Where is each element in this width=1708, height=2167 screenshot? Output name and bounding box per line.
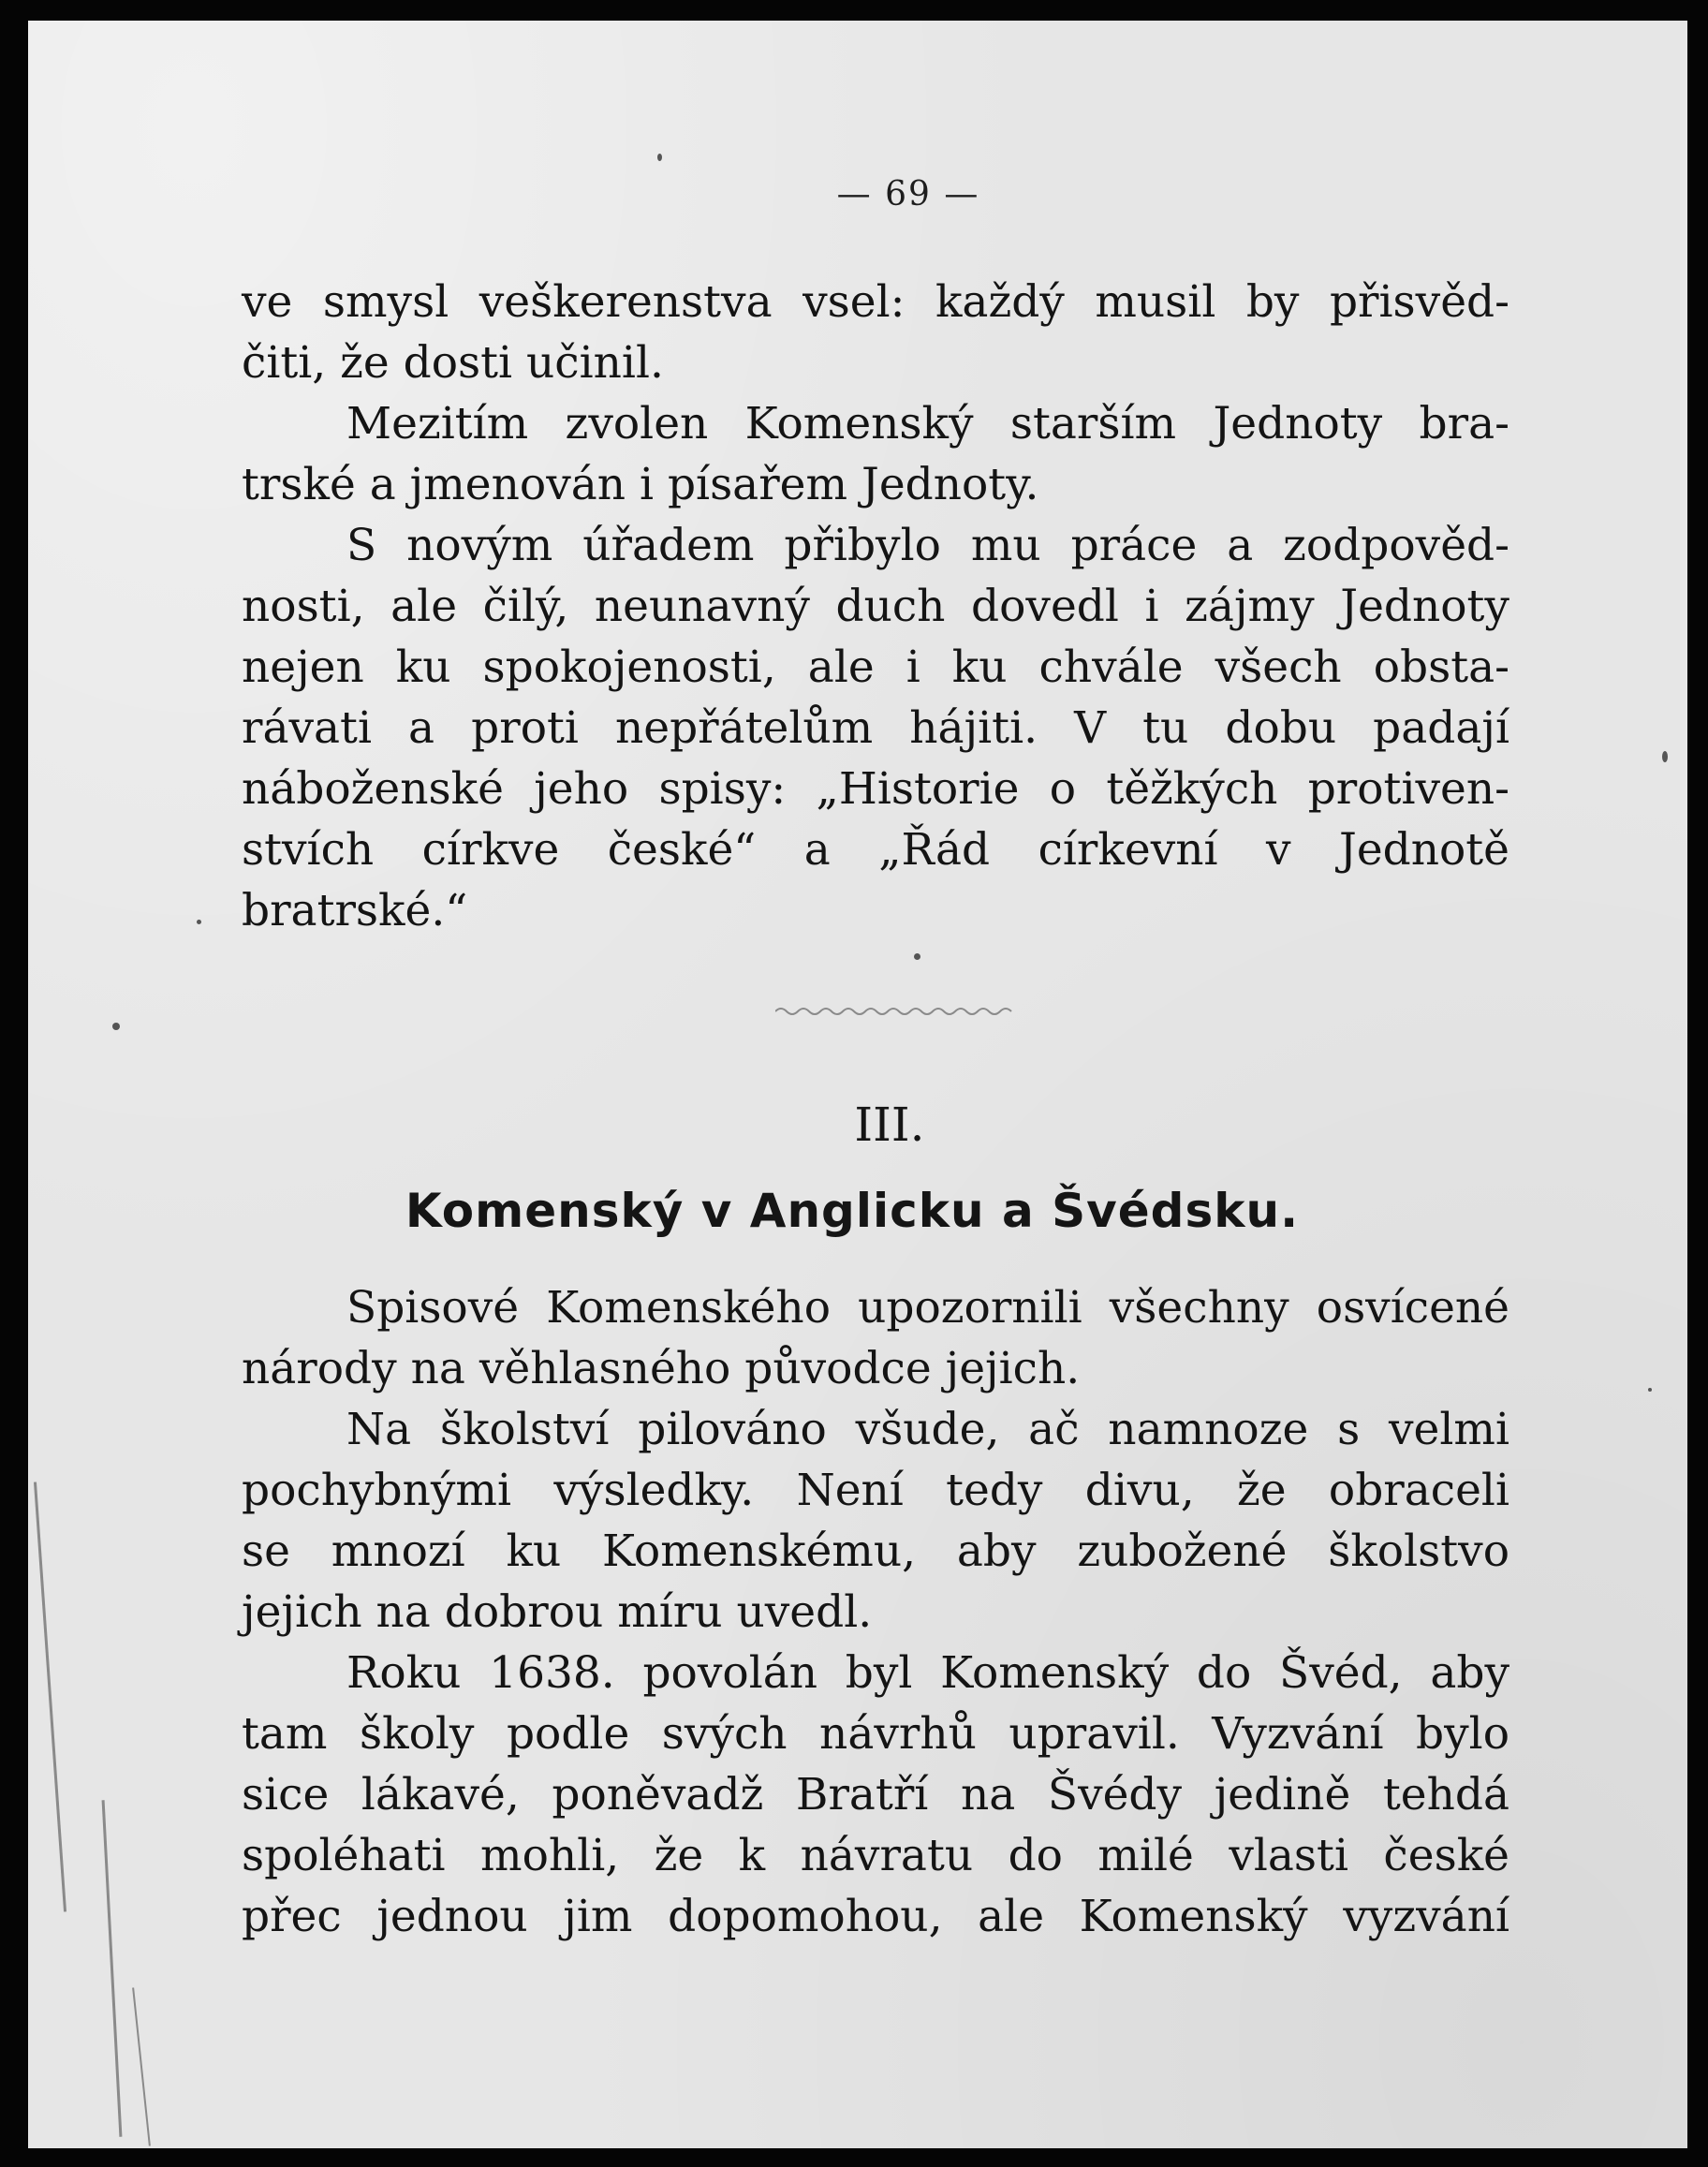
text-line: trské a jmenován i písařem Jednoty.: [242, 459, 1039, 510]
scan-scratch: [132, 1987, 151, 2145]
text-line: náboženské jeho spisy: „Historie o těžkých protiven-: [242, 763, 1509, 815]
text-line: sice lákavé, poněvadž Bratří na Švédy jedině tehdá: [242, 1769, 1509, 1821]
text-line: národy na věhlasného původce jejich.: [242, 1343, 1081, 1394]
scan-border-bottom: [0, 2148, 1708, 2167]
text-line: ve smysl veškerenstva vsel: každý musil by přisvěd-: [242, 276, 1509, 328]
scan-speck: [1648, 1388, 1652, 1392]
text-line: se mnozí ku Komenskému, aby zubožené školstvo: [242, 1526, 1509, 1577]
text-line: přec jednou jim dopomohou, ale Komenský vyzvání: [242, 1891, 1509, 1942]
text-line: Roku 1638. povolán byl Komenský do Švéd, aby: [346, 1647, 1509, 1699]
text-line: Spisové Komenského upozornili všechny osvícené: [346, 1282, 1509, 1334]
text-line: tam školy podle svých návrhů upravil. Vyzvání bylo: [242, 1708, 1509, 1760]
scan-border-right: [1687, 0, 1708, 2167]
text-line: rávati a proti nepřátelům hájiti. V tu dobu padají: [242, 702, 1509, 754]
wavy-divider-ornament: [775, 1004, 1019, 1017]
text-section-1: [242, 272, 1509, 941]
text-line: bratrské.“: [242, 885, 468, 936]
text-section-2: [242, 1277, 1509, 1947]
page-number: — 69 —: [836, 175, 980, 214]
text-line: stvích církve české“ a „Řád církevní v Jednotě: [242, 824, 1509, 876]
text-line: Mezitím zvolen Komenský starším Jednoty bra-: [346, 398, 1509, 450]
scan-border-top: [0, 0, 1708, 21]
scan-speck: [197, 920, 201, 924]
scan-speck: [112, 1023, 120, 1030]
text-line: S novým úřadem přibylo mu práce a zodpověd-: [346, 520, 1509, 571]
text-line: Na školství pilováno všude, ač namnoze s velmi: [346, 1404, 1509, 1455]
text-line: spoléhati mohli, že k návratu do milé vlasti české: [242, 1830, 1509, 1881]
chapter-title: Komenský v Anglicku a Švédsku.: [405, 1184, 1300, 1238]
scan-scratch: [34, 1482, 66, 1911]
text-line: čiti, že dosti učinil.: [242, 337, 664, 389]
scan-speck: [914, 953, 920, 960]
text-line: pochybnými výsledky. Není tedy divu, že obraceli: [242, 1465, 1509, 1516]
scan-scratch: [102, 1800, 123, 2137]
text-line: nosti, ale čilý, neunavný duch dovedl i zájmy Jednoty: [242, 581, 1509, 632]
text-line: jejich na dobrou míru uvedl.: [242, 1586, 873, 1638]
scan-speck: [657, 154, 662, 161]
chapter-number: III.: [854, 1098, 925, 1152]
text-line: nejen ku spokojenosti, ale i ku chvále všech obsta-: [242, 641, 1509, 693]
scan-speck: [1662, 751, 1668, 762]
scan-border-left: [0, 0, 28, 2167]
